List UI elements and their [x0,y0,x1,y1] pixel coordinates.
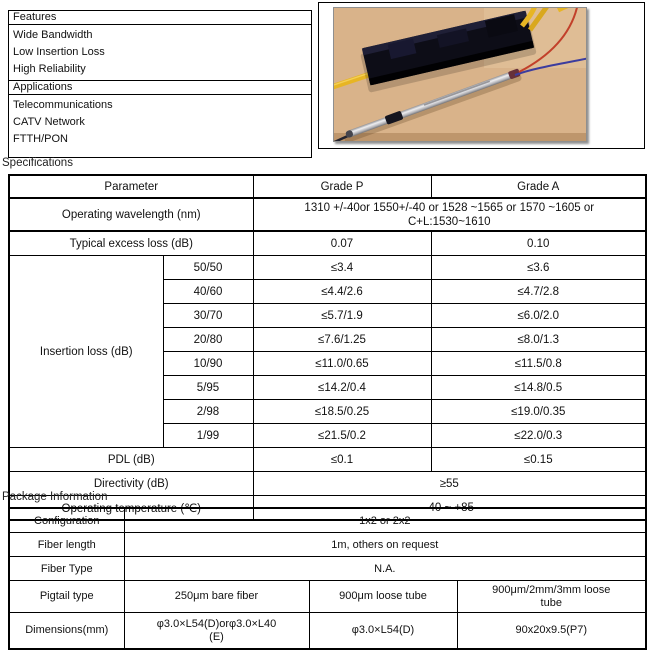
grade-p-cell: ≤7.6/1.25 [253,328,431,352]
temperature-value-cell: -40 ~ +85 [253,496,646,521]
photo-cell [318,2,645,149]
application-item: Telecommunications [13,99,113,111]
dimensions-value-cell: φ3.0×L54(D) [309,613,457,650]
pkg-label-cell: Fiber length [9,533,124,557]
ratio-cell: 30/70 [163,304,253,328]
pkg-label-cell: Configuration [9,508,124,533]
spec-row-pdl [9,448,646,472]
ratio-cell: 2/98 [163,400,253,424]
configuration-value-cell: 1x2 or 2x2 [124,508,646,533]
column-header-parameter: Parameter [9,175,253,198]
spec-header-row [9,175,646,198]
package-information-table [8,507,647,650]
applications-header: Applications [9,81,312,95]
feature-item: High Reliability [13,63,86,75]
param-label-cell: Directivity (dB) [9,472,253,496]
grade-a-cell: ≤19.0/0.35 [431,400,646,424]
pkg-row-fiber-length [9,533,646,557]
directivity-value-cell: ≥55 [253,472,646,496]
pigtail-option-cell [457,581,646,613]
grade-a-cell: ≤6.0/2.0 [431,304,646,328]
grade-p-cell: ≤5.7/1.9 [253,304,431,328]
grade-a-cell: ≤0.15 [431,448,646,472]
dimensions-value-text: φ3.0×L54(D)orφ3.0×L40(E) [156,617,277,643]
spec-row-wavelength [9,198,646,231]
column-header-grade-p: Grade P [253,175,431,198]
grade-a-cell: ≤3.6 [431,256,646,280]
dimensions-value-cell: 90x20x9.5(P7) [457,613,646,650]
param-label-cell: Operating temperature (℃) [9,496,253,521]
ratio-cell: 5/95 [163,376,253,400]
specifications-heading: Specifications [2,157,73,169]
product-photo-illustration [334,8,586,141]
grade-a-cell: ≤14.8/0.5 [431,376,646,400]
features-list [9,25,312,81]
specifications-table [8,174,647,521]
ratio-cell: 50/50 [163,256,253,280]
spec-row-excess-loss [9,231,646,256]
package-information-heading: Package Information [2,491,108,503]
pkg-label-cell: Pigtail type [9,581,124,613]
feature-item: Low Insertion Loss [13,46,105,58]
grade-p-cell: ≤11.0/0.65 [253,352,431,376]
grade-p-cell: ≤3.4 [253,256,431,280]
wavelength-value-cell [253,198,646,231]
product-photo [333,7,587,142]
grade-p-cell: ≤18.5/0.25 [253,400,431,424]
pkg-row-pigtail-type [9,581,646,613]
grade-p-cell: ≤4.4/2.6 [253,280,431,304]
ratio-cell: 20/80 [163,328,253,352]
param-label-cell: Typical excess loss (dB) [9,231,253,256]
pkg-label-cell: Dimensions(mm) [9,613,124,650]
pkg-row-dimensions [9,613,646,650]
grade-p-cell: ≤14.2/0.4 [253,376,431,400]
feature-item: Wide Bandwidth [13,29,93,41]
pkg-label-cell: Fiber Type [9,557,124,581]
grade-a-cell: ≤8.0/1.3 [431,328,646,352]
grade-a-cell: ≤22.0/0.3 [431,424,646,448]
grade-p-cell: ≤21.5/0.2 [253,424,431,448]
fiber-length-value-cell: 1m, others on request [124,533,646,557]
photo-bottom-shade [334,133,586,141]
features-header: Features [9,11,312,25]
fiber-type-value-cell: N.A. [124,557,646,581]
pigtail-option-cell: 900μm loose tube [309,581,457,613]
grade-a-cell: 0.10 [431,231,646,256]
wavelength-value: 1310 +/-40or 1550+/-40 or 1528 ~1565 or 1570 ~1605 or C+L:1530~1610 [304,201,595,228]
ratio-cell: 10/90 [163,352,253,376]
param-label-cell: PDL (dB) [9,448,253,472]
pkg-row-configuration [9,508,646,533]
column-header-grade-a: Grade A [431,175,646,198]
grade-a-cell: ≤11.5/0.8 [431,352,646,376]
pkg-row-fiber-type [9,557,646,581]
ratio-cell: 1/99 [163,424,253,448]
grade-p-cell: 0.07 [253,231,431,256]
param-label-cell: Operating wavelength (nm) [9,198,253,231]
dimensions-value-cell [124,613,309,650]
spec-row-insertion-loss [9,256,646,280]
grade-a-cell: ≤4.7/2.8 [431,280,646,304]
pigtail-option-cell: 250μm bare fiber [124,581,309,613]
pigtail-option-text: 900μm/2mm/3mm loose tube [492,583,611,609]
application-item: CATV Network [13,116,85,128]
features-applications-table [8,10,312,158]
application-item: FTTH/PON [13,133,68,145]
grade-p-cell: ≤0.1 [253,448,431,472]
insertion-loss-label-cell: Insertion loss (dB) [9,256,163,448]
applications-list [9,95,312,158]
ratio-cell: 40/60 [163,280,253,304]
